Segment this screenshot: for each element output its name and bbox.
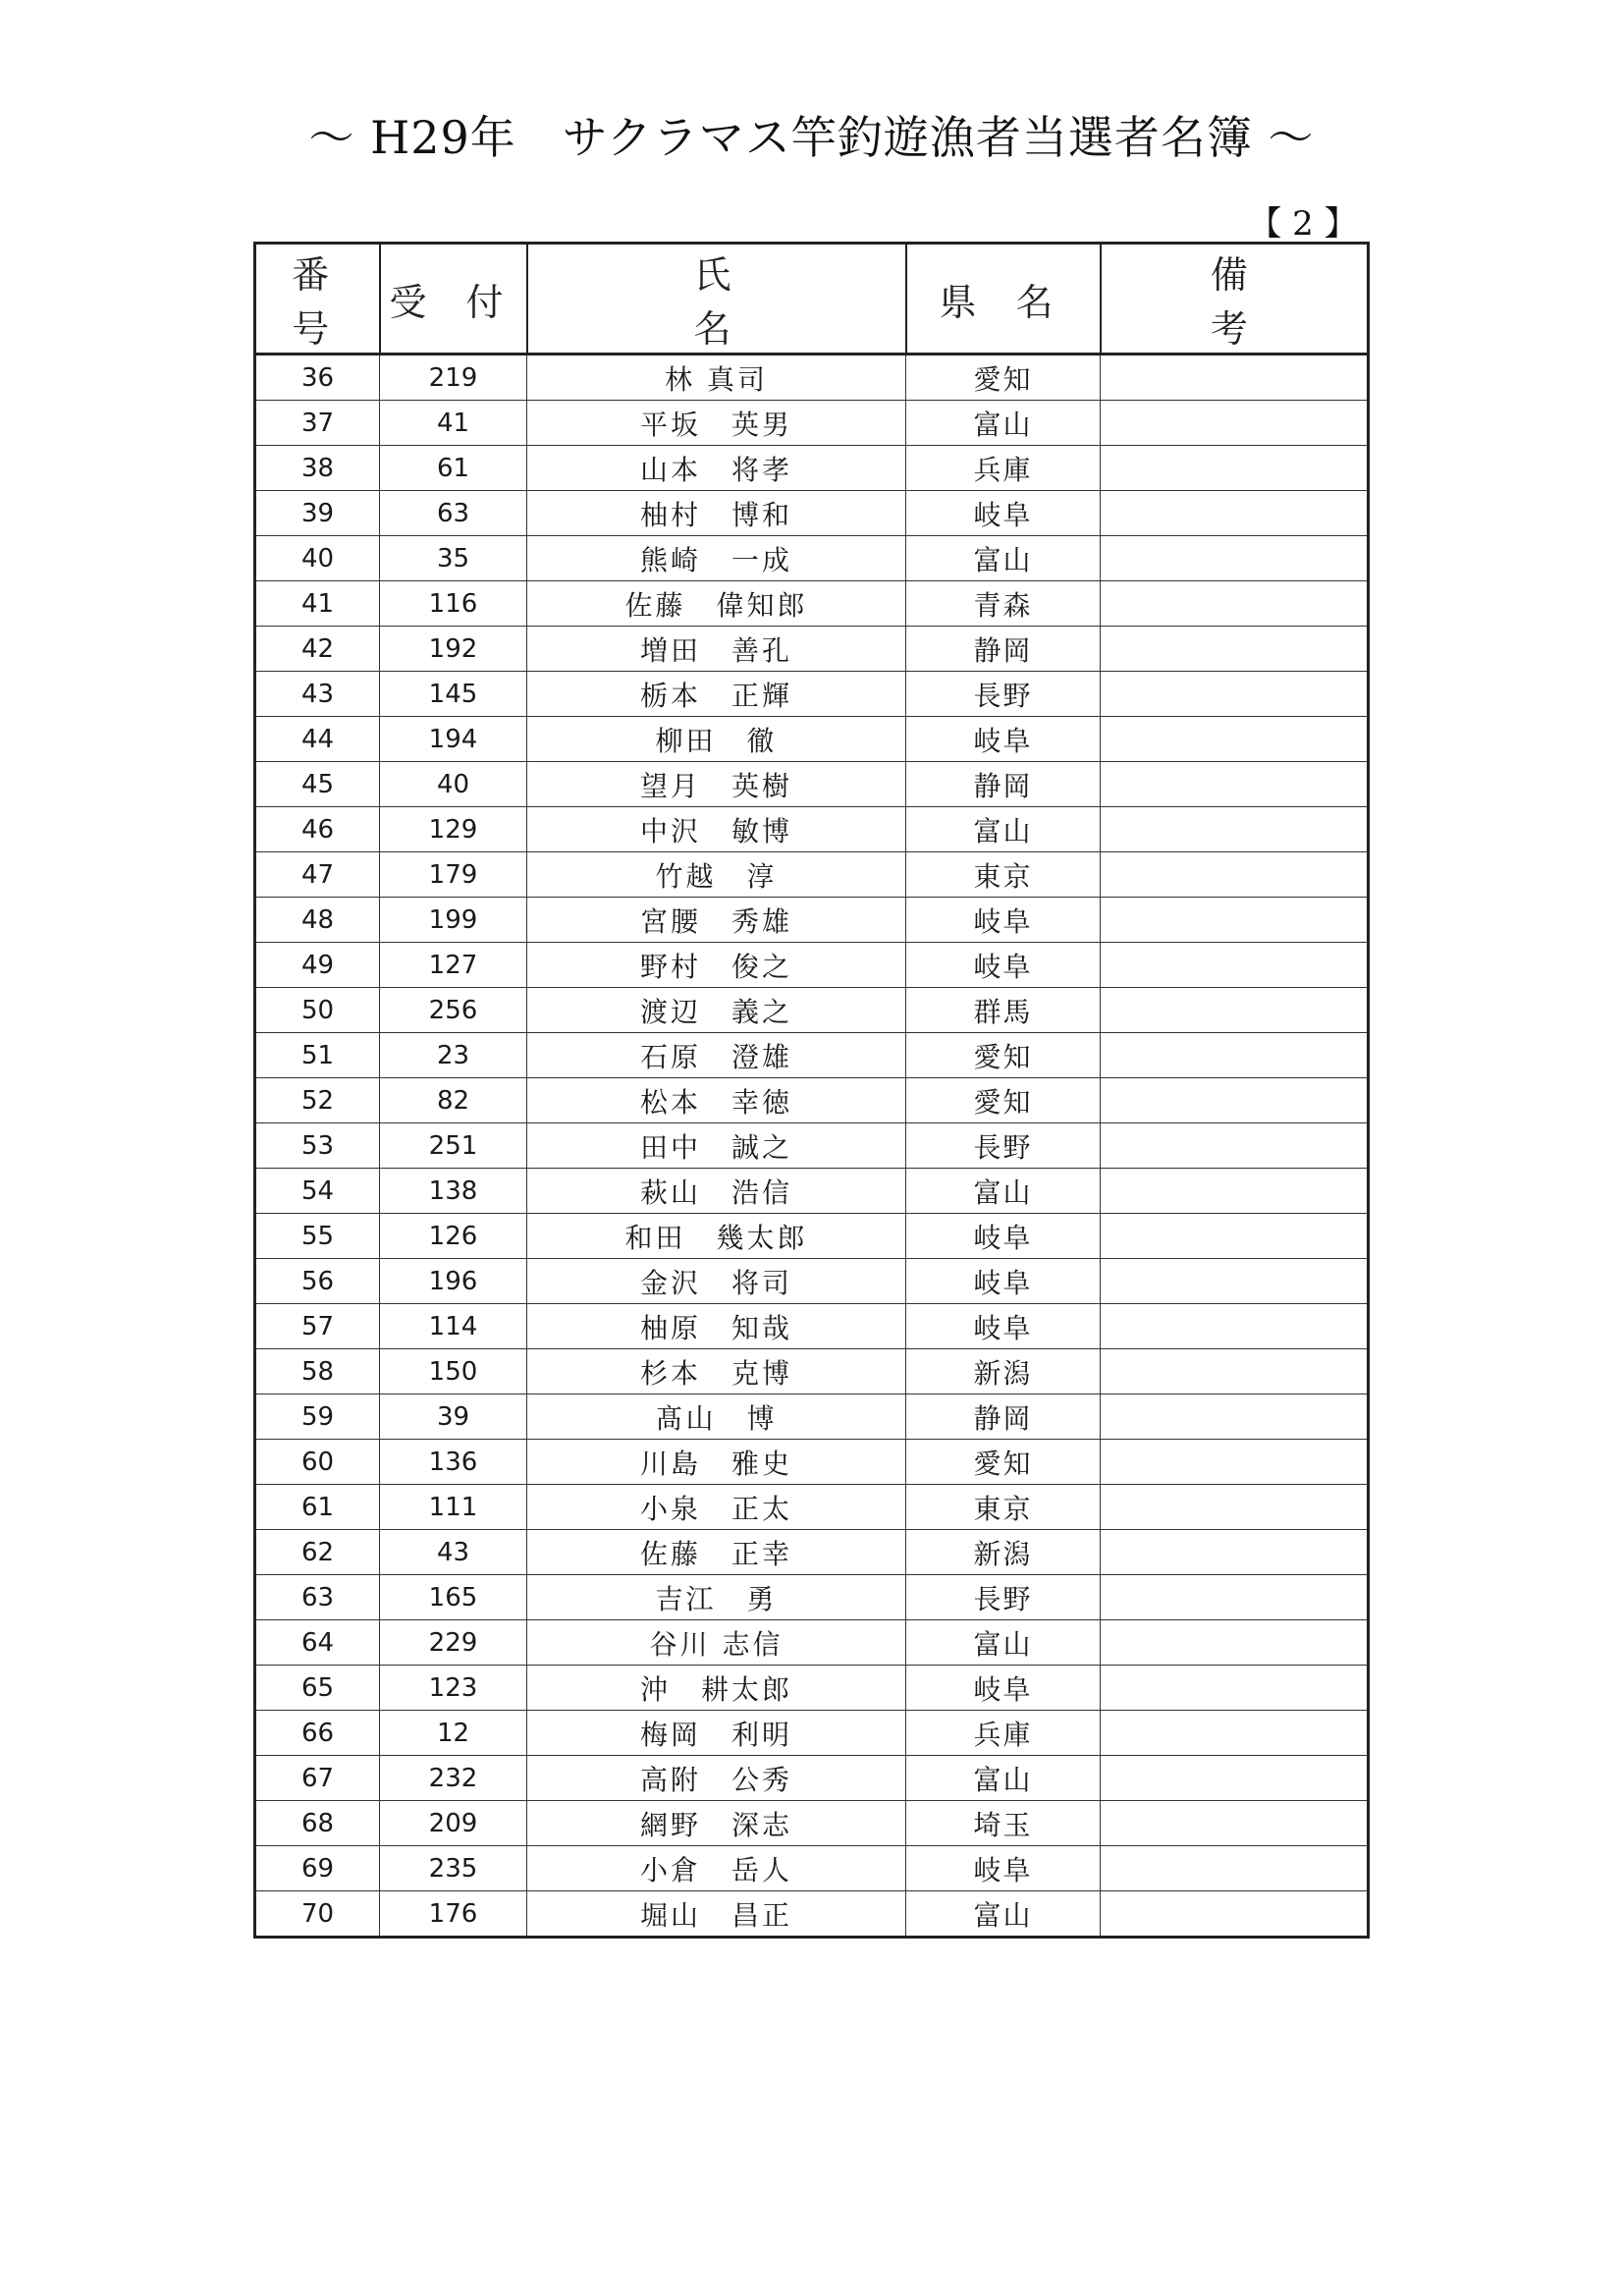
table-row (255, 1620, 1369, 1666)
table-row (255, 1078, 1369, 1123)
cell-remarks (1101, 491, 1369, 536)
cell-remarks (1101, 1123, 1369, 1169)
cell-name: 小泉 正太 (527, 1485, 906, 1530)
table-row (255, 491, 1369, 536)
cell-number: 56 (255, 1259, 380, 1304)
cell-name: 堀山 昌正 (527, 1891, 906, 1938)
cell-number: 60 (255, 1440, 380, 1485)
cell-name: 平坂 英男 (527, 401, 906, 446)
cell-remarks (1101, 1259, 1369, 1304)
cell-prefecture: 静岡 (906, 762, 1101, 807)
cell-receipt: 12 (380, 1711, 527, 1756)
cell-prefecture: 岐阜 (906, 1666, 1101, 1711)
cell-number: 54 (255, 1169, 380, 1214)
header-name: 氏 名 (527, 244, 906, 355)
cell-number: 59 (255, 1394, 380, 1440)
cell-number: 45 (255, 762, 380, 807)
cell-name: 望月 英樹 (527, 762, 906, 807)
cell-receipt: 138 (380, 1169, 527, 1214)
cell-number: 69 (255, 1846, 380, 1891)
cell-remarks (1101, 1801, 1369, 1846)
cell-receipt: 136 (380, 1440, 527, 1485)
cell-receipt: 179 (380, 852, 527, 898)
cell-name: 髙山 博 (527, 1394, 906, 1440)
cell-remarks (1101, 1620, 1369, 1666)
cell-receipt: 127 (380, 943, 527, 988)
cell-number: 68 (255, 1801, 380, 1846)
cell-name: 山本 将孝 (527, 446, 906, 491)
table-row (255, 762, 1369, 807)
table-row (255, 1033, 1369, 1078)
table-header (255, 244, 1369, 355)
cell-prefecture: 愛知 (906, 1440, 1101, 1485)
cell-name: 松本 幸徳 (527, 1078, 906, 1123)
table-row (255, 1440, 1369, 1485)
cell-remarks (1101, 1169, 1369, 1214)
cell-name: 高附 公秀 (527, 1756, 906, 1801)
cell-remarks (1101, 1530, 1369, 1575)
cell-name: 吉江 勇 (527, 1575, 906, 1620)
cell-prefecture: 静岡 (906, 627, 1101, 672)
cell-number: 62 (255, 1530, 380, 1575)
cell-prefecture: 長野 (906, 672, 1101, 717)
cell-prefecture: 岐阜 (906, 1304, 1101, 1349)
cell-number: 46 (255, 807, 380, 852)
cell-receipt: 61 (380, 446, 527, 491)
table-row (255, 446, 1369, 491)
cell-name: 金沢 将司 (527, 1259, 906, 1304)
cell-remarks (1101, 1349, 1369, 1394)
cell-receipt: 196 (380, 1259, 527, 1304)
cell-number: 58 (255, 1349, 380, 1394)
table-row (255, 1530, 1369, 1575)
table-row (255, 1846, 1369, 1891)
cell-number: 57 (255, 1304, 380, 1349)
table-row (255, 1214, 1369, 1259)
cell-remarks (1101, 1711, 1369, 1756)
cell-remarks (1101, 852, 1369, 898)
cell-name: 石原 澄雄 (527, 1033, 906, 1078)
table-row (255, 943, 1369, 988)
cell-name: 栃本 正輝 (527, 672, 906, 717)
cell-prefecture: 岐阜 (906, 1259, 1101, 1304)
cell-number: 51 (255, 1033, 380, 1078)
cell-number: 66 (255, 1711, 380, 1756)
cell-name: 渡辺 義之 (527, 988, 906, 1033)
cell-name: 小倉 岳人 (527, 1846, 906, 1891)
cell-receipt: 129 (380, 807, 527, 852)
cell-number: 37 (255, 401, 380, 446)
cell-name: 和田 幾太郎 (527, 1214, 906, 1259)
cell-number: 70 (255, 1891, 380, 1938)
cell-remarks (1101, 536, 1369, 581)
cell-number: 49 (255, 943, 380, 988)
cell-number: 39 (255, 491, 380, 536)
table-row (255, 1891, 1369, 1938)
cell-remarks (1101, 1304, 1369, 1349)
cell-prefecture: 新潟 (906, 1530, 1101, 1575)
cell-number: 47 (255, 852, 380, 898)
table-row (255, 536, 1369, 581)
cell-name: 佐藤 偉知郎 (527, 581, 906, 627)
cell-remarks (1101, 672, 1369, 717)
cell-prefecture: 岐阜 (906, 491, 1101, 536)
cell-remarks (1101, 1078, 1369, 1123)
cell-prefecture: 富山 (906, 401, 1101, 446)
table-row (255, 355, 1369, 401)
cell-remarks (1101, 401, 1369, 446)
table-row (255, 1394, 1369, 1440)
table-row (255, 401, 1369, 446)
cell-prefecture: 富山 (906, 807, 1101, 852)
cell-name: 網野 深志 (527, 1801, 906, 1846)
header-number: 番 号 (255, 244, 380, 355)
header-receipt: 受 付 (380, 244, 527, 355)
cell-receipt: 63 (380, 491, 527, 536)
cell-number: 61 (255, 1485, 380, 1530)
cell-remarks (1101, 1846, 1369, 1891)
cell-name: 佐藤 正幸 (527, 1530, 906, 1575)
cell-prefecture: 新潟 (906, 1349, 1101, 1394)
table-row (255, 1801, 1369, 1846)
cell-number: 50 (255, 988, 380, 1033)
cell-prefecture: 長野 (906, 1575, 1101, 1620)
cell-name: 谷川 志信 (527, 1620, 906, 1666)
cell-receipt: 23 (380, 1033, 527, 1078)
table-row (255, 581, 1369, 627)
cell-receipt: 39 (380, 1394, 527, 1440)
page-number: 【 2 】 (1248, 204, 1358, 244)
cell-prefecture: 岐阜 (906, 898, 1101, 943)
cell-remarks (1101, 1394, 1369, 1440)
cell-name: 田中 誠之 (527, 1123, 906, 1169)
cell-receipt: 40 (380, 762, 527, 807)
cell-remarks (1101, 1756, 1369, 1801)
cell-prefecture: 岐阜 (906, 943, 1101, 988)
table-row (255, 852, 1369, 898)
table-row (255, 627, 1369, 672)
cell-receipt: 192 (380, 627, 527, 672)
cell-prefecture: 富山 (906, 1756, 1101, 1801)
header-remarks: 備 考 (1101, 244, 1369, 355)
table-row (255, 898, 1369, 943)
cell-number: 38 (255, 446, 380, 491)
cell-number: 64 (255, 1620, 380, 1666)
cell-receipt: 41 (380, 401, 527, 446)
table-row (255, 1575, 1369, 1620)
table-row (255, 1123, 1369, 1169)
cell-receipt: 43 (380, 1530, 527, 1575)
cell-prefecture: 長野 (906, 1123, 1101, 1169)
cell-receipt: 199 (380, 898, 527, 943)
cell-name: 林 真司 (527, 355, 906, 401)
cell-remarks (1101, 355, 1369, 401)
cell-name: 柚村 博和 (527, 491, 906, 536)
cell-number: 48 (255, 898, 380, 943)
table-row (255, 1349, 1369, 1394)
cell-number: 55 (255, 1214, 380, 1259)
table-row (255, 717, 1369, 762)
cell-remarks (1101, 627, 1369, 672)
cell-receipt: 82 (380, 1078, 527, 1123)
cell-name: 宮腰 秀雄 (527, 898, 906, 943)
cell-remarks (1101, 1485, 1369, 1530)
cell-receipt: 116 (380, 581, 527, 627)
cell-receipt: 235 (380, 1846, 527, 1891)
cell-prefecture: 兵庫 (906, 1711, 1101, 1756)
cell-number: 67 (255, 1756, 380, 1801)
cell-name: 熊崎 一成 (527, 536, 906, 581)
cell-receipt: 251 (380, 1123, 527, 1169)
table-row (255, 1259, 1369, 1304)
cell-remarks (1101, 898, 1369, 943)
cell-receipt: 126 (380, 1214, 527, 1259)
cell-receipt: 150 (380, 1349, 527, 1394)
cell-remarks (1101, 1575, 1369, 1620)
table-row (255, 988, 1369, 1033)
cell-number: 44 (255, 717, 380, 762)
table-row (255, 672, 1369, 717)
cell-name: 沖 耕太郎 (527, 1666, 906, 1711)
table-body (255, 355, 1369, 1938)
cell-receipt: 145 (380, 672, 527, 717)
cell-receipt: 111 (380, 1485, 527, 1530)
cell-remarks (1101, 807, 1369, 852)
cell-prefecture: 兵庫 (906, 446, 1101, 491)
table-row (255, 1666, 1369, 1711)
cell-remarks (1101, 717, 1369, 762)
cell-prefecture: 埼玉 (906, 1801, 1101, 1846)
cell-prefecture: 群馬 (906, 988, 1101, 1033)
cell-remarks (1101, 1214, 1369, 1259)
cell-prefecture: 愛知 (906, 1078, 1101, 1123)
cell-name: 中沢 敏博 (527, 807, 906, 852)
table-row (255, 1711, 1369, 1756)
header-row (255, 244, 1369, 355)
cell-number: 43 (255, 672, 380, 717)
cell-receipt: 194 (380, 717, 527, 762)
cell-remarks (1101, 762, 1369, 807)
cell-remarks (1101, 581, 1369, 627)
cell-name: 竹越 淳 (527, 852, 906, 898)
cell-remarks (1101, 1033, 1369, 1078)
cell-receipt: 165 (380, 1575, 527, 1620)
cell-remarks (1101, 1666, 1369, 1711)
cell-receipt: 229 (380, 1620, 527, 1666)
cell-receipt: 232 (380, 1756, 527, 1801)
cell-receipt: 256 (380, 988, 527, 1033)
cell-prefecture: 富山 (906, 1620, 1101, 1666)
cell-remarks (1101, 1891, 1369, 1938)
cell-prefecture: 静岡 (906, 1394, 1101, 1440)
cell-receipt: 114 (380, 1304, 527, 1349)
winners-table (253, 242, 1370, 1939)
cell-prefecture: 富山 (906, 536, 1101, 581)
cell-receipt: 35 (380, 536, 527, 581)
cell-name: 増田 善孔 (527, 627, 906, 672)
cell-prefecture: 岐阜 (906, 1214, 1101, 1259)
cell-prefecture: 岐阜 (906, 1846, 1101, 1891)
table-row (255, 1169, 1369, 1214)
cell-name: 梅岡 利明 (527, 1711, 906, 1756)
cell-number: 63 (255, 1575, 380, 1620)
cell-remarks (1101, 446, 1369, 491)
cell-number: 40 (255, 536, 380, 581)
cell-prefecture: 愛知 (906, 1033, 1101, 1078)
cell-number: 42 (255, 627, 380, 672)
cell-prefecture: 東京 (906, 1485, 1101, 1530)
table-row (255, 1756, 1369, 1801)
cell-remarks (1101, 988, 1369, 1033)
cell-remarks (1101, 1440, 1369, 1485)
cell-number: 36 (255, 355, 380, 401)
cell-name: 川島 雅史 (527, 1440, 906, 1485)
cell-name: 野村 俊之 (527, 943, 906, 988)
page-title: ～ H29年 サクラマス竿釣遊漁者当選者名簿 ～ (308, 111, 1315, 164)
cell-prefecture: 東京 (906, 852, 1101, 898)
cell-prefecture: 富山 (906, 1169, 1101, 1214)
cell-name: 柚原 知哉 (527, 1304, 906, 1349)
cell-receipt: 176 (380, 1891, 527, 1938)
table-row (255, 807, 1369, 852)
cell-remarks (1101, 943, 1369, 988)
cell-receipt: 209 (380, 1801, 527, 1846)
cell-name: 柳田 徹 (527, 717, 906, 762)
cell-receipt: 219 (380, 355, 527, 401)
cell-number: 53 (255, 1123, 380, 1169)
cell-number: 65 (255, 1666, 380, 1711)
cell-number: 52 (255, 1078, 380, 1123)
cell-name: 杉本 克博 (527, 1349, 906, 1394)
cell-prefecture: 愛知 (906, 355, 1101, 401)
header-prefecture: 県 名 (906, 244, 1101, 355)
table-row (255, 1304, 1369, 1349)
cell-number: 41 (255, 581, 380, 627)
cell-prefecture: 岐阜 (906, 717, 1101, 762)
cell-name: 萩山 浩信 (527, 1169, 906, 1214)
table-row (255, 1485, 1369, 1530)
cell-prefecture: 富山 (906, 1891, 1101, 1938)
cell-receipt: 123 (380, 1666, 527, 1711)
cell-prefecture: 青森 (906, 581, 1101, 627)
